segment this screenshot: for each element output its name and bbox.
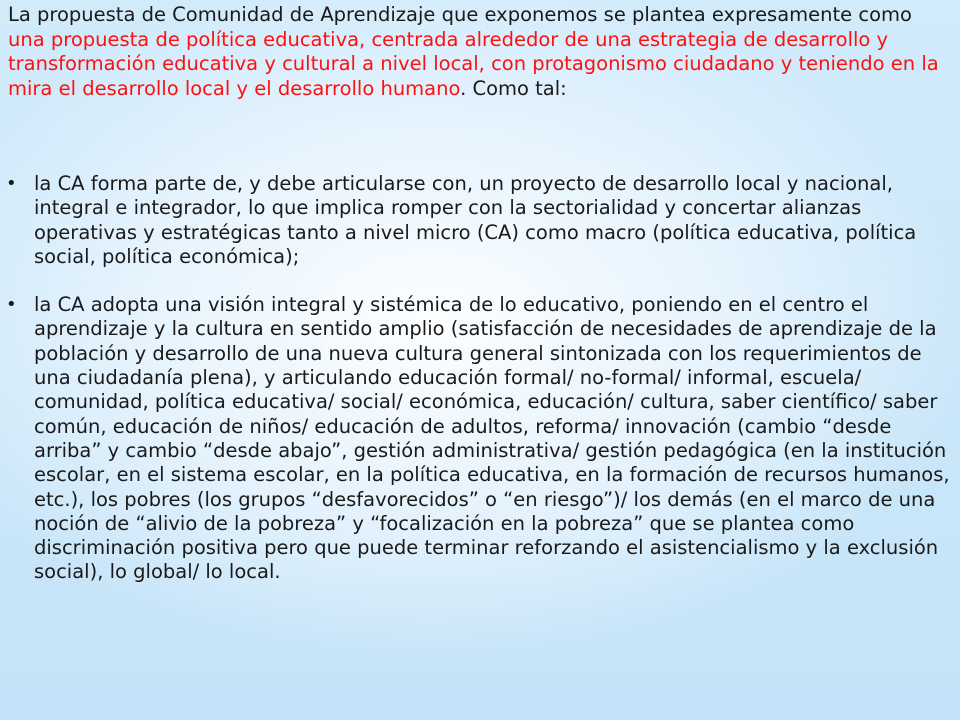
bullet-item <box>0 293 954 585</box>
bullet-list <box>0 172 960 585</box>
intro-paragraph <box>8 3 952 102</box>
bullet-text: la CA adopta una visión integral y sistémica de lo educativo, poniendo en el centro el aprendizaje y la cultura en sentido amplio (satisfacción de necesidades de aprendizaje de la población y desarrollo de una nueva cultura general sintonizada con los requerimientos de una ciudadanía plena), y articulando educación formal/ no-formal/ informal, escuela/ comunidad, política educativa/ social/ económica, educación/ cultura, saber científico/ saber común, educación de niños/ educación de adultos, reforma/ innovación (cambio “desde arriba” y cambio “desde abajo”, gestión administrativa/ gestión pedagógica (en la institución escolar, en el sistema escolar, en la política educativa, en la formación de recursos humanos, etc.), los pobres (los grupos “desfavorecidos” o “en riesgo”)/ los demás (en el marco de una noción de “alivio de la pobreza” y “focalización en la pobreza” que se plantea como discriminación positiva pero que puede terminar reforzando el asistencialismo y la exclusión social), lo global/ lo local. <box>34 293 950 584</box>
intro-text-end: . Como tal: <box>460 77 567 101</box>
intro-text-start: La propuesta de Comunidad de Aprendizaje que exponemos se plantea expresamente como <box>8 3 912 26</box>
intro-highlight: una propuesta de política educativa, centrada alrededor de una estrategia de desarrollo y transformación educativa y cultural a nivel local, con protagonismo ciudadano y teniendo en la mira el desarrollo local y el desarrollo humano <box>8 27 939 101</box>
bullet-dot-icon: • <box>6 294 17 316</box>
bullet-dot-icon: • <box>6 173 17 194</box>
bullet-text: la CA forma parte de, y debe articularse con, un proyecto de desarrollo local y nacional, integral e integrador, lo que implica romper con la sectorialidad y concertar alianzas operativas y estratégicas tanto a nivel micro (CA) como macro (política educativa, política social, política económica); <box>34 172 917 268</box>
bullet-item <box>0 172 954 269</box>
